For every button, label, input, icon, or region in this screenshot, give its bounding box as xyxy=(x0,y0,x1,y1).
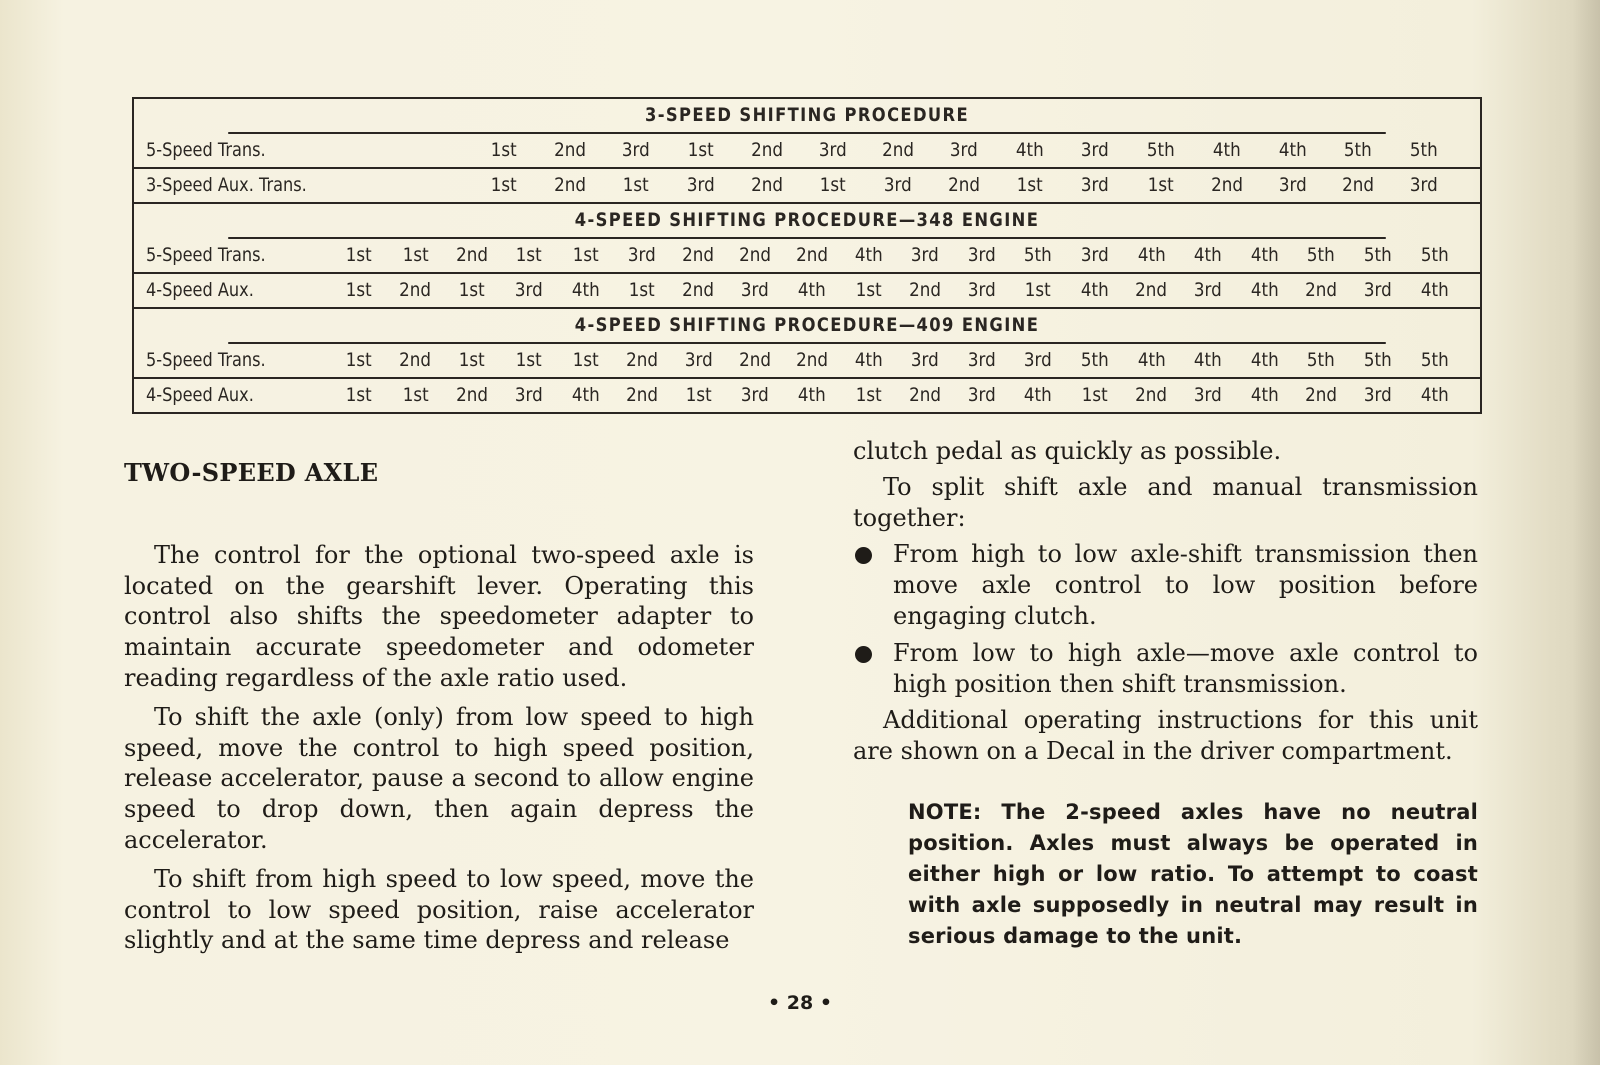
table-cell xyxy=(1002,134,1058,167)
gear-value: 4th xyxy=(854,349,883,371)
row-label: 5-Speed Trans. xyxy=(146,139,266,161)
table-cell xyxy=(331,274,387,307)
table-cell xyxy=(1237,344,1293,377)
row-label: 3-Speed Aux. Trans. xyxy=(146,174,307,196)
gear-value: 3rd xyxy=(1409,174,1438,196)
table-cell xyxy=(1350,274,1406,307)
table-row xyxy=(134,344,1480,379)
gear-value: 4th xyxy=(1194,349,1222,371)
table-section-title: 3-SPEED SHIFTING PROCEDURE xyxy=(228,99,1386,134)
table-cell xyxy=(444,274,500,307)
gear-value: 4th xyxy=(1250,279,1279,301)
table-cell xyxy=(388,344,444,377)
paragraph-low-to-high: To shift the axle (only) from low speed to high speed, move the control to high speed position, release accelerator, pause a second to allow engine speed to drop down, then again depress the accelerator. xyxy=(124,702,754,854)
paragraph-split-shift-intro: To split shift axle and manual transmission together: xyxy=(853,472,1478,532)
table-cell xyxy=(1067,239,1123,272)
table-cell xyxy=(557,274,613,307)
gear-value: 2nd xyxy=(795,349,828,371)
table-cell xyxy=(673,169,729,202)
gear-value: 2nd xyxy=(682,244,715,266)
table-cell xyxy=(501,239,557,272)
table-cell xyxy=(1180,379,1236,412)
gear-value: 1st xyxy=(622,174,649,196)
table-cell xyxy=(1293,379,1349,412)
table-cell xyxy=(1123,344,1179,377)
gear-value: 1st xyxy=(346,279,372,301)
table-cell xyxy=(1180,344,1236,377)
table-cell xyxy=(671,379,727,412)
gear-value: 4th xyxy=(1420,384,1449,406)
gear-value: 2nd xyxy=(399,349,432,371)
bullet-text: From low to high axle—move axle control to high position then shift transmission. xyxy=(893,638,1478,698)
table-cell xyxy=(954,379,1010,412)
gear-value: 2nd xyxy=(1210,174,1243,196)
table-row xyxy=(134,169,1480,204)
table-cell xyxy=(784,274,840,307)
table-cell xyxy=(954,274,1010,307)
table-cell xyxy=(805,169,861,202)
gear-value: 4th xyxy=(1137,244,1166,266)
table-cell xyxy=(1133,134,1189,167)
table-row xyxy=(134,379,1480,412)
table-cell xyxy=(542,169,598,202)
gear-value: 3rd xyxy=(1194,279,1222,301)
gear-value: 2nd xyxy=(909,279,941,301)
gear-value: 3rd xyxy=(514,384,543,406)
table-cell xyxy=(1067,169,1123,202)
table-cell xyxy=(1067,379,1123,412)
table-cell xyxy=(1067,134,1123,167)
table-cell xyxy=(727,379,783,412)
gear-value: 1st xyxy=(491,139,517,161)
gear-value: 3rd xyxy=(911,244,939,266)
gear-value: 4th xyxy=(1250,349,1279,371)
table-cell xyxy=(501,379,557,412)
gear-value: 2nd xyxy=(909,384,941,406)
gear-value: 1st xyxy=(346,244,372,266)
table-cell xyxy=(1293,344,1349,377)
gear-value: 4th xyxy=(1212,139,1241,161)
table-cell xyxy=(1396,134,1452,167)
table-cell xyxy=(607,169,663,202)
gear-value: 2nd xyxy=(626,349,658,371)
table-cell xyxy=(784,239,840,272)
gear-value: 3rd xyxy=(684,349,713,371)
table-cell xyxy=(1406,379,1462,412)
gear-value: 3rd xyxy=(741,384,770,406)
table-cell xyxy=(388,274,444,307)
gear-value: 1st xyxy=(1081,384,1108,406)
bullet-dot-icon xyxy=(855,646,872,663)
gear-value: 1st xyxy=(685,384,712,406)
gear-value: 1st xyxy=(402,384,429,406)
table-cell xyxy=(870,134,926,167)
gear-value: 3rd xyxy=(967,384,996,406)
table-cell xyxy=(1237,379,1293,412)
table-cell xyxy=(614,379,670,412)
table-cell xyxy=(897,344,953,377)
gear-value: 1st xyxy=(629,279,655,301)
table-cell xyxy=(1350,344,1406,377)
table-cell xyxy=(1133,169,1189,202)
table-cell xyxy=(1067,274,1123,307)
gear-value: 2nd xyxy=(399,279,432,301)
page-number: • 28 • xyxy=(768,992,832,1014)
table-cell xyxy=(1396,169,1452,202)
gear-value: 1st xyxy=(1025,279,1052,301)
gear-value: 1st xyxy=(572,244,599,266)
gear-value: 3rd xyxy=(967,244,996,266)
table-cell xyxy=(1237,239,1293,272)
table-cell xyxy=(1350,379,1406,412)
table-cell xyxy=(388,379,444,412)
table-cell xyxy=(1180,239,1236,272)
table-cell xyxy=(557,379,613,412)
table-cell xyxy=(784,379,840,412)
paragraph-continuation: clutch pedal as quickly as possible. xyxy=(853,437,1282,465)
table-cell xyxy=(1123,239,1179,272)
table-cell xyxy=(840,239,896,272)
table-cell xyxy=(1264,134,1320,167)
gear-value: 2nd xyxy=(795,244,828,266)
gear-value: 4th xyxy=(1420,279,1449,301)
table-row xyxy=(134,239,1480,274)
table-cell xyxy=(1199,134,1255,167)
table-cell xyxy=(1406,239,1462,272)
gear-value: 5th xyxy=(1363,349,1392,371)
gear-value: 5th xyxy=(1080,349,1109,371)
gear-value: 3rd xyxy=(1278,174,1307,196)
page-edge-shadow xyxy=(1572,0,1600,1065)
table-cell xyxy=(897,274,953,307)
gear-value: 4th xyxy=(797,279,826,301)
gear-value: 5th xyxy=(1147,139,1175,161)
table-cell xyxy=(1010,379,1066,412)
gear-value: 5th xyxy=(1024,244,1053,266)
gear-value: 3rd xyxy=(687,174,716,196)
gear-value: 1st xyxy=(402,244,429,266)
gear-value: 3rd xyxy=(1024,349,1053,371)
paragraph-additional-instructions: Additional operating instructions for this unit are shown on a Decal in the driver compartment. xyxy=(853,706,1478,766)
table-cell xyxy=(1237,274,1293,307)
gear-value: 1st xyxy=(688,139,715,161)
gear-value: 4th xyxy=(1250,244,1279,266)
gear-value: 2nd xyxy=(750,174,783,196)
gear-value: 4th xyxy=(1137,349,1166,371)
gear-value: 4th xyxy=(1278,139,1307,161)
table-cell xyxy=(501,344,557,377)
table-cell xyxy=(1002,169,1058,202)
gear-value: 3rd xyxy=(621,139,650,161)
bullet-item xyxy=(853,638,1478,700)
table-cell xyxy=(1199,169,1255,202)
gear-value: 3rd xyxy=(1363,384,1392,406)
gear-value: 1st xyxy=(459,349,486,371)
bullet-text: From high to low axle-shift transmission then move axle control to low position before engaging clutch. xyxy=(893,540,1478,630)
gear-value: 2nd xyxy=(750,139,783,161)
table-cell xyxy=(614,239,670,272)
table-cell xyxy=(897,239,953,272)
table-section-title: 4-SPEED SHIFTING PROCEDURE—348 ENGINE xyxy=(228,204,1386,239)
table-cell xyxy=(1123,379,1179,412)
table-cell xyxy=(1330,134,1386,167)
gear-value: 4th xyxy=(571,384,600,406)
table-row xyxy=(134,274,1480,309)
gear-value: 2nd xyxy=(553,174,586,196)
table-cell xyxy=(1350,239,1406,272)
gear-value: 2nd xyxy=(882,139,915,161)
row-label: 4-Speed Aux. xyxy=(146,279,254,301)
table-cell xyxy=(671,274,727,307)
table-row xyxy=(134,134,1480,169)
gear-value: 3rd xyxy=(949,139,978,161)
gear-value: 1st xyxy=(572,349,599,371)
table-cell xyxy=(805,134,861,167)
gear-value: 1st xyxy=(346,349,372,371)
gear-value: 2nd xyxy=(682,279,715,301)
gear-value: 1st xyxy=(1016,174,1043,196)
gear-value: 2nd xyxy=(456,384,489,406)
table-cell xyxy=(727,344,783,377)
gear-value: 1st xyxy=(346,384,372,406)
table-cell xyxy=(607,134,663,167)
gear-value: 2nd xyxy=(1135,384,1168,406)
bullet-item xyxy=(853,539,1478,631)
table-cell xyxy=(840,274,896,307)
gear-value: 4th xyxy=(1024,384,1053,406)
table-cell xyxy=(1067,344,1123,377)
note-box: NOTE: The 2-speed axles have no neutral position. Axles must always be operated in either high or low ratio. To attempt to coast with axle supposedly in neutral may result in serious damage to the unit. xyxy=(908,799,1478,948)
gear-value: 4th xyxy=(797,384,826,406)
table-cell xyxy=(1010,239,1066,272)
table-cell xyxy=(476,134,532,167)
paragraph-high-to-low: To shift from high speed to low speed, move the control to low speed position, raise accelerator slightly and at the same time depress and release xyxy=(124,864,754,955)
gear-value: 4th xyxy=(571,279,600,301)
bullet-dot-icon xyxy=(855,547,872,564)
table-cell xyxy=(444,239,500,272)
gear-value: 4th xyxy=(1250,384,1279,406)
section-heading: TWO-SPEED AXLE xyxy=(124,458,379,487)
gear-value: 1st xyxy=(855,279,882,301)
gear-value: 1st xyxy=(819,174,846,196)
row-label: 5-Speed Trans. xyxy=(146,244,266,266)
table-section-title: 4-SPEED SHIFTING PROCEDURE—409 ENGINE xyxy=(228,309,1386,344)
table-cell xyxy=(739,134,795,167)
table-cell xyxy=(1293,239,1349,272)
gear-value: 3rd xyxy=(514,279,543,301)
gear-value: 4th xyxy=(1080,279,1109,301)
table-cell xyxy=(954,239,1010,272)
table-cell xyxy=(870,169,926,202)
table-cell xyxy=(614,274,670,307)
gear-value: 3rd xyxy=(741,279,770,301)
table-cell xyxy=(331,344,387,377)
gear-value: 1st xyxy=(459,279,486,301)
table-cell xyxy=(1123,274,1179,307)
table-cell xyxy=(954,344,1010,377)
gear-value: 5th xyxy=(1344,139,1372,161)
table-cell xyxy=(840,344,896,377)
paragraph-axle-control: The control for the optional two-speed axle is located on the gearshift lever. Operating this control also shifts the speedometer adapter to maintain accurate speedometer and odometer reading regardless of the axle ratio used. xyxy=(124,540,754,692)
table-cell xyxy=(739,169,795,202)
gear-value: 3rd xyxy=(1081,139,1110,161)
gear-value: 3rd xyxy=(818,139,847,161)
gear-value: 1st xyxy=(1148,174,1174,196)
table-cell xyxy=(897,379,953,412)
right-column xyxy=(853,436,1478,952)
gear-value: 3rd xyxy=(967,349,996,371)
table-cell xyxy=(557,239,613,272)
gear-value: 5th xyxy=(1409,139,1438,161)
gear-value: 2nd xyxy=(1305,279,1338,301)
table-cell xyxy=(840,379,896,412)
gear-value: 5th xyxy=(1420,349,1449,371)
gear-value: 3rd xyxy=(1363,279,1392,301)
gear-value: 3rd xyxy=(884,174,913,196)
table-cell xyxy=(501,274,557,307)
gear-value: 4th xyxy=(1015,139,1044,161)
table-cell xyxy=(673,134,729,167)
gear-value: 3rd xyxy=(1194,384,1222,406)
gear-value: 2nd xyxy=(1305,384,1338,406)
table-cell xyxy=(331,379,387,412)
table-cell xyxy=(936,169,992,202)
table-cell xyxy=(1264,169,1320,202)
table-cell xyxy=(557,344,613,377)
gear-value: 1st xyxy=(855,384,882,406)
shifting-procedure-table xyxy=(132,97,1482,414)
row-label: 4-Speed Aux. xyxy=(146,384,254,406)
table-cell xyxy=(784,344,840,377)
gear-value: 1st xyxy=(515,349,542,371)
gear-value: 4th xyxy=(1194,244,1222,266)
table-cell xyxy=(936,134,992,167)
table-cell xyxy=(444,379,500,412)
gear-value: 2nd xyxy=(553,139,586,161)
gear-value: 3rd xyxy=(1081,174,1110,196)
table-cell xyxy=(727,239,783,272)
gear-value: 5th xyxy=(1307,244,1336,266)
row-label: 5-Speed Trans. xyxy=(146,349,266,371)
gear-value: 3rd xyxy=(967,279,996,301)
gear-value: 1st xyxy=(491,174,517,196)
table-cell xyxy=(1406,344,1462,377)
gear-value: 5th xyxy=(1307,349,1336,371)
gear-value: 2nd xyxy=(1135,279,1168,301)
left-column xyxy=(124,448,754,964)
table-cell xyxy=(542,134,598,167)
table-cell xyxy=(444,344,500,377)
gear-value: 2nd xyxy=(739,244,772,266)
table-cell xyxy=(388,239,444,272)
gear-value: 5th xyxy=(1363,244,1392,266)
table-cell xyxy=(671,239,727,272)
gear-value: 2nd xyxy=(739,349,772,371)
table-cell xyxy=(1010,274,1066,307)
table-cell xyxy=(727,274,783,307)
table-cell xyxy=(1406,274,1462,307)
gear-value: 4th xyxy=(854,244,883,266)
table-cell xyxy=(331,239,387,272)
gear-value: 2nd xyxy=(456,244,489,266)
table-cell xyxy=(476,169,532,202)
table-cell xyxy=(1010,344,1066,377)
gear-value: 1st xyxy=(515,244,542,266)
table-cell xyxy=(1330,169,1386,202)
table-cell xyxy=(614,344,670,377)
gear-value: 3rd xyxy=(911,349,939,371)
gear-value: 3rd xyxy=(628,244,656,266)
table-cell xyxy=(1293,274,1349,307)
gear-value: 3rd xyxy=(1080,244,1109,266)
table-cell xyxy=(671,344,727,377)
table-cell xyxy=(1180,274,1236,307)
gear-value: 2nd xyxy=(626,384,658,406)
gear-value: 2nd xyxy=(947,174,980,196)
gear-value: 5th xyxy=(1420,244,1449,266)
gear-value: 2nd xyxy=(1342,174,1375,196)
